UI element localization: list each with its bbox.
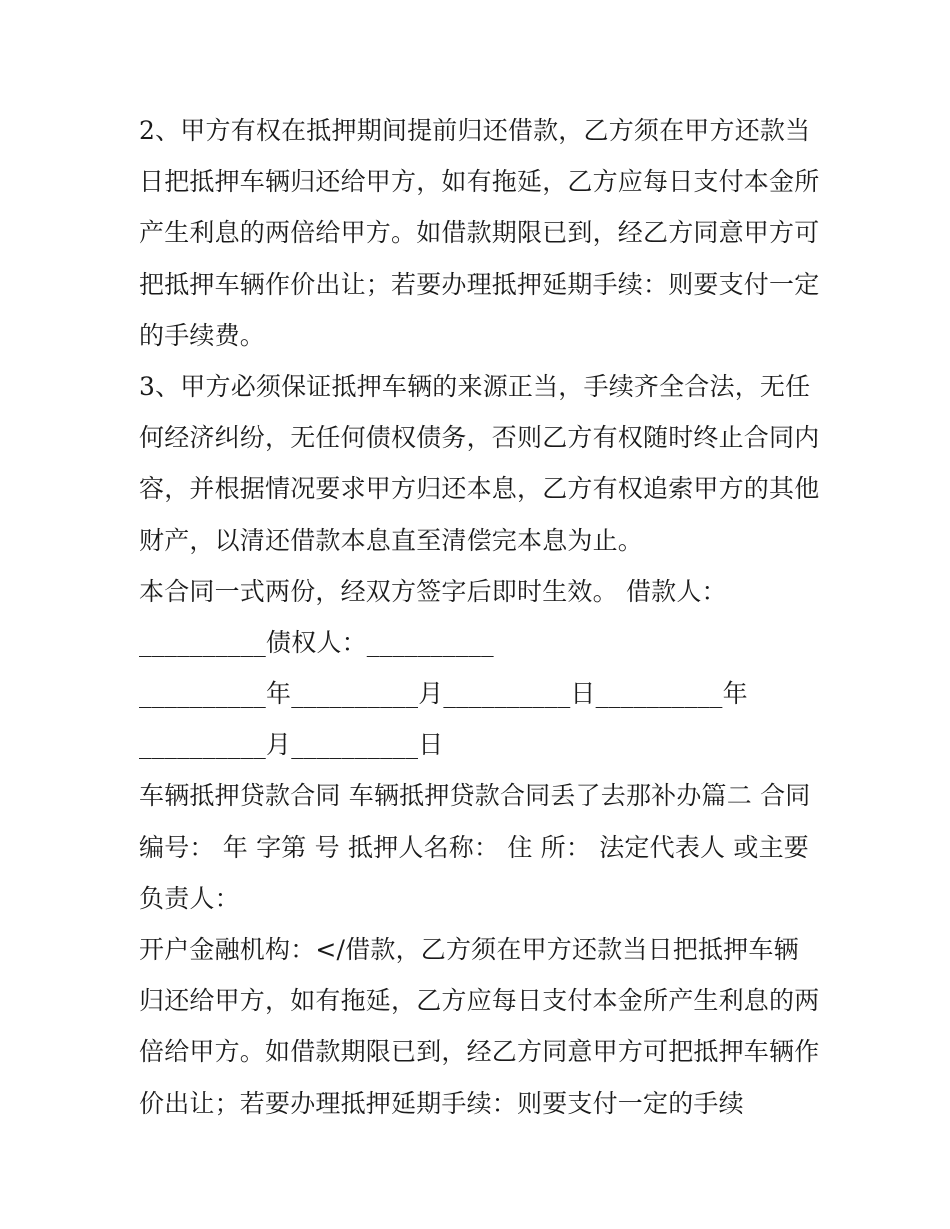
- text-line-7: 何经济纠纷，无任何债权债务，否则乙方有权随时终止合同内: [139, 423, 820, 453]
- text-line-20: 价出让；若要办理抵押延期手续：则要支付一定的手续: [139, 1088, 744, 1118]
- text-line-6: 3、甲方必须保证抵押车辆的来源正当，手续齐全合法，无任: [139, 371, 811, 401]
- text-line-2: 日把抵押车辆归还给甲方，如有拖延，乙方应每日支付本金所: [139, 167, 820, 197]
- text-line-3: 产生利息的两倍给甲方。如借款期限已到，经乙方同意甲方可: [139, 218, 820, 248]
- text-line-15: 编号： 年 字第 号 抵押人名称： 住 所： 法定代表人 或主要: [139, 832, 809, 862]
- text-line-14: 车辆抵押贷款合同 车辆抵押贷款合同丢了去那补办篇二 合同: [139, 781, 811, 811]
- contract-text: [139, 105, 819, 1129]
- signature-line-1: __________债权人：__________: [139, 627, 494, 657]
- text-line-4: 把抵押车辆作价出让；若要办理抵押延期手续：则要支付一定: [139, 269, 820, 299]
- text-line-1: 2、甲方有权在抵押期间提前归还借款，乙方须在甲方还款当: [139, 116, 811, 145]
- text-line-18: 归还给甲方，如有拖延，乙方应每日支付本金所产生利息的两: [139, 986, 820, 1016]
- text-line-9: 财产，以清还借款本息直至清偿完本息为止。: [139, 525, 644, 555]
- text-line-8: 容，并根据情况要求甲方归还本息，乙方有权追索甲方的其他: [139, 474, 820, 504]
- text-line-10: 本合同一式两份，经双方签字后即时生效。 借款人：: [139, 576, 727, 606]
- text-line-17: 开户金融机构：</借款，乙方须在甲方还款当日把抵押车辆: [139, 935, 799, 964]
- text-line-5: 的手续费。: [139, 320, 266, 350]
- text-line-19: 倍给甲方。如借款期限已到，经乙方同意甲方可把抵押车辆作: [139, 1037, 820, 1067]
- date-line-2: __________月__________日: [139, 730, 444, 760]
- text-line-16: 负责人：: [139, 883, 240, 913]
- date-line-1: __________年__________月__________日__________年: [139, 679, 748, 709]
